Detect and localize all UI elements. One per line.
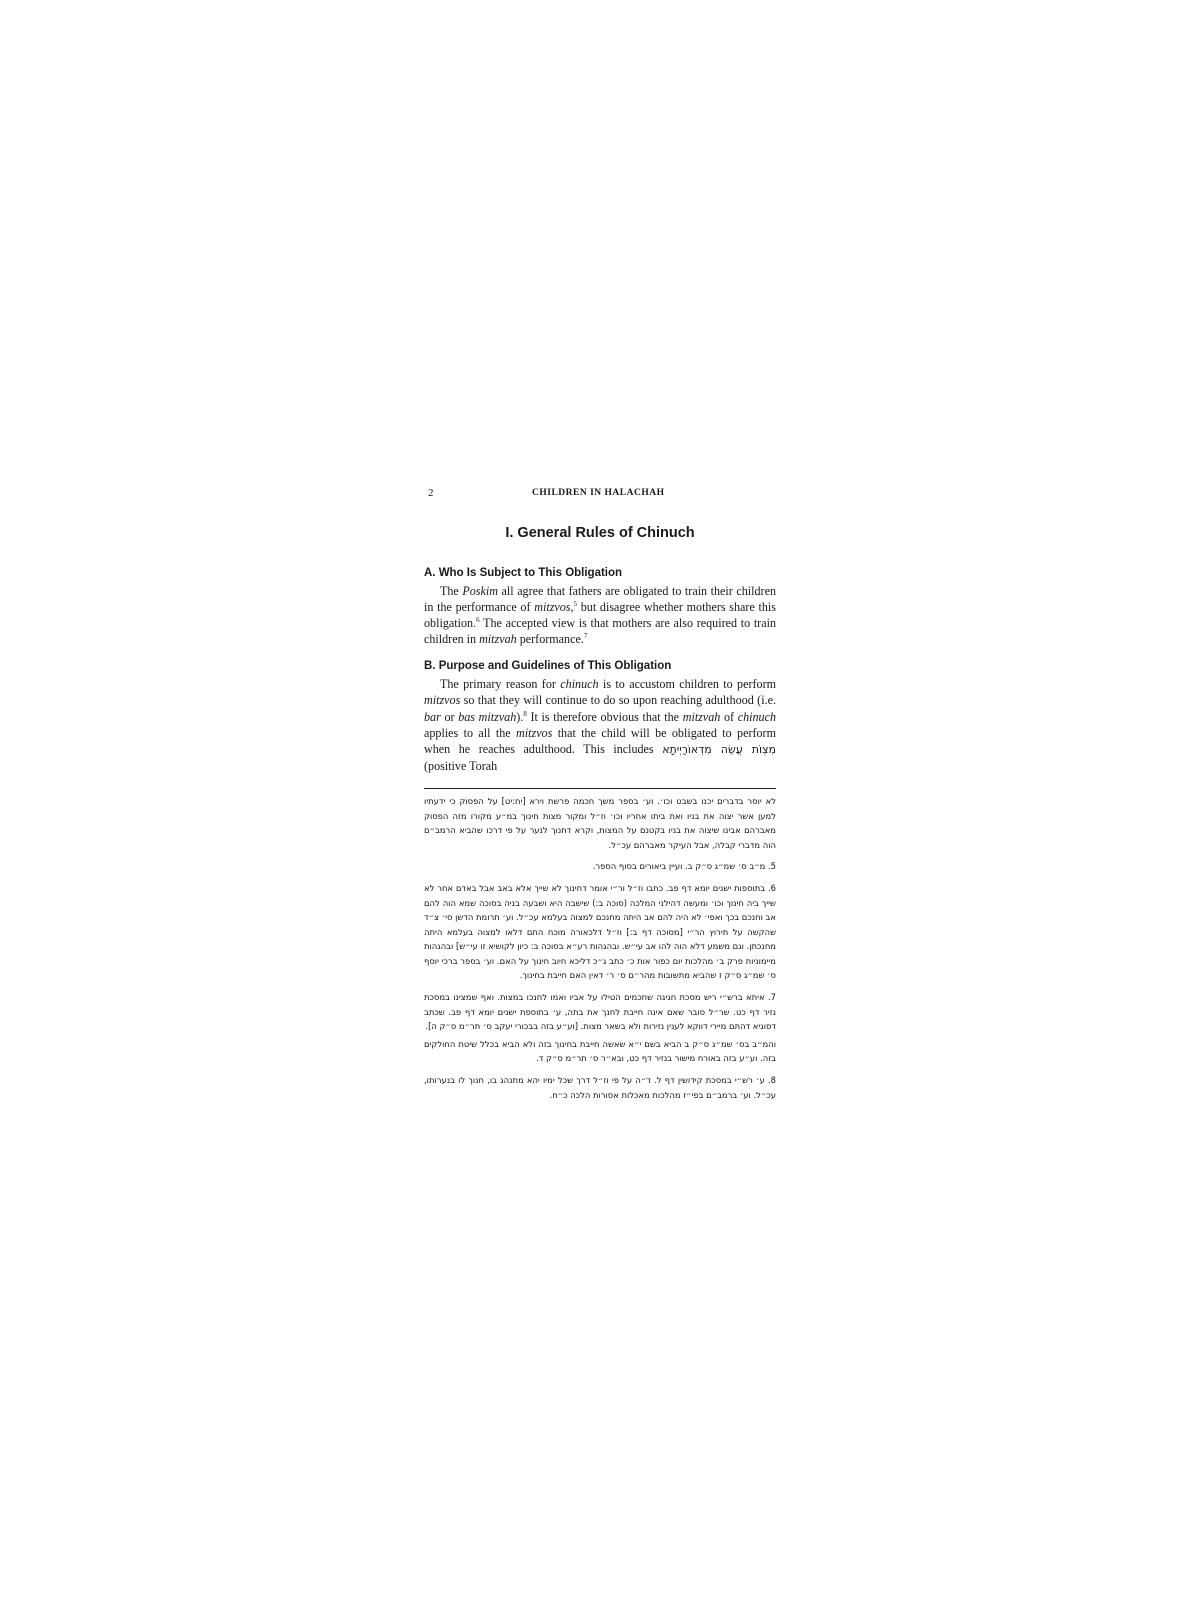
section-b-paragraph: The primary reason for chinuch is to accustom children to perform mitzvos so that they will continue to do so upon reaching adulthood (i.e. bar or bas mitzvah).$^8$ It is therefore obvious that the mitzvah of chinuch applies to all the mitzvos that the child will be obligated to perform when he reaches adulthood. This includes מִצְוֹת עֲשֵׂה מִדְאוֹרַיְיתָא (positive Torah (424, 677, 777, 773)
footnote-ref-6: 6 (476, 616, 480, 625)
chapter-title: I. General Rules of Chinuch (505, 525, 695, 541)
section-b-heading: B. Purpose and Guidelines of This Obligation (424, 660, 672, 673)
footnote-5: 5. מ״ב ס׳ שמ״ג ס״ק ב. ועיין ביאורים בסוף הספר. (592, 861, 776, 872)
book-page (424, 485, 776, 1105)
footnotes (424, 794, 776, 1102)
running-title: CHILDREN IN HALACHAH (532, 488, 665, 498)
footnote-8: 8. ע׳ רש״י במסכת קידושין דף ל. ד״ה על פי וז״ל דרך שכל ימיו יהא מתנהג בו, חנוך לו בנערותו, עכ״ל. וע׳ ברמב״ם בפי״ז מהלכות מאכלות אסורות הלכה כ״ח. (424, 1075, 776, 1100)
footnote-6: 6. בתוספות ישנים יומא דף פב. כתבו וז״ל ור״י אומר דחינוך לא שייך אלא באב אבל באדם אחר לא שייך ביה חינוך וכו׳ ומעשה דהילני המלכה (סוכה ב:) שישבה היא ושבעה בניה בסוכה שמא הוה להם אב וחנכם בכך ואפי׳ לא היה להם אב היתה מחנכם למצוה בעלמא עכ״ל. וע׳ תרומת הדשן סי׳ צ״ד שהקשה על תירוץ הר״י [מסוכה דף ב:] וז״ל דלכאורה מוכח התם דלאו למצוה בעלמא היתה מחנכתן. וגם משמע דלא הוה להו אב עי״ש. ובהגהות רע״א בסוכה ב: כיון לקושיא זו עי״ש] ובהגהות מיימוניות פרק ב׳ מהלכות יום כפור אות כ׳ כתב ג״כ דליכא חיוב חינוך על האם. וע׳ בספר ברכי יוסף ס׳ שמ״ג ס״ק ז שהביא מתשובות מהר״ם ס׳ ר׳ דאין האם חייבת בחינוך. (424, 882, 776, 981)
footnote-7: 7. איתא ברש״י ריש מסכת חגיגה שחכמים הטילו על אביו ואמו לחנכו במצות. ואף שמצינו במסכת נזיר דף כט. שר״ל סובר שאם אינה חייבת לחנך את בתה, ע׳ בתוספת ישנים יומא דף פב. שכתב דסוגיא דהתם מיירי דווקא לענין נזירות ולא בשאר מצות. [וע״ע בזה בבכורי יעקב ס׳ תר״מ ס״ק ה]. (424, 992, 776, 1032)
footnote-7-continued: והמ״ב בס׳ שמ״ג ס״ק ב הביא בשם י״א שאשה חייבת בחינוך בזה ולא הביא בכלל שיטת החולקים בזה. וע״ע בזה באורח מישור בנזיר דף כט, ובא״ר ס׳ תר״מ ס״ק ד. (424, 1038, 776, 1064)
footnote-divider (424, 788, 776, 789)
footnote-continued: לא יוסר בדברים יכנו בשבט וכו׳. וע׳ בספר משך חכמה פרשת וירא [יח:יט] על הפסוק כי ידעתיו למען אשר יצוה את בניו ואת ביתו אחריו וכו׳ וז״ל ומקור מצות חינוך במ״ע מקורו מזה הפסוק מאברהם אבינו שיצוה את בניו בקטנם על המצות, וקרא דחנוך לנער על פי דרכו שהביא הרמב״ם הוה מדברי קבלה, אבל העיקר מאברהם עכ״ל. (424, 795, 776, 850)
footnote-ref-5: 5 (573, 600, 578, 609)
running-head (424, 485, 776, 503)
footnote-ref-7: 7 (583, 632, 588, 641)
hebrew-term: מִצְוֹת עֲשֵׂה מִדְאוֹרַיְיתָא (662, 742, 777, 756)
section-a-paragraph: The Poskim all agree that fathers are obligated to train their children in the performance of mitzvos,$^5$ but disagree whether mothers share this obligation.$^6$ The accepted view is that mothers are also required to train children in mitzvah performance.$^7$ (424, 584, 776, 647)
page-number: 2 (428, 487, 434, 499)
footnote-ref-8: 8 (523, 709, 527, 718)
section-a-heading: A. Who Is Subject to This Obligation (424, 567, 623, 579)
